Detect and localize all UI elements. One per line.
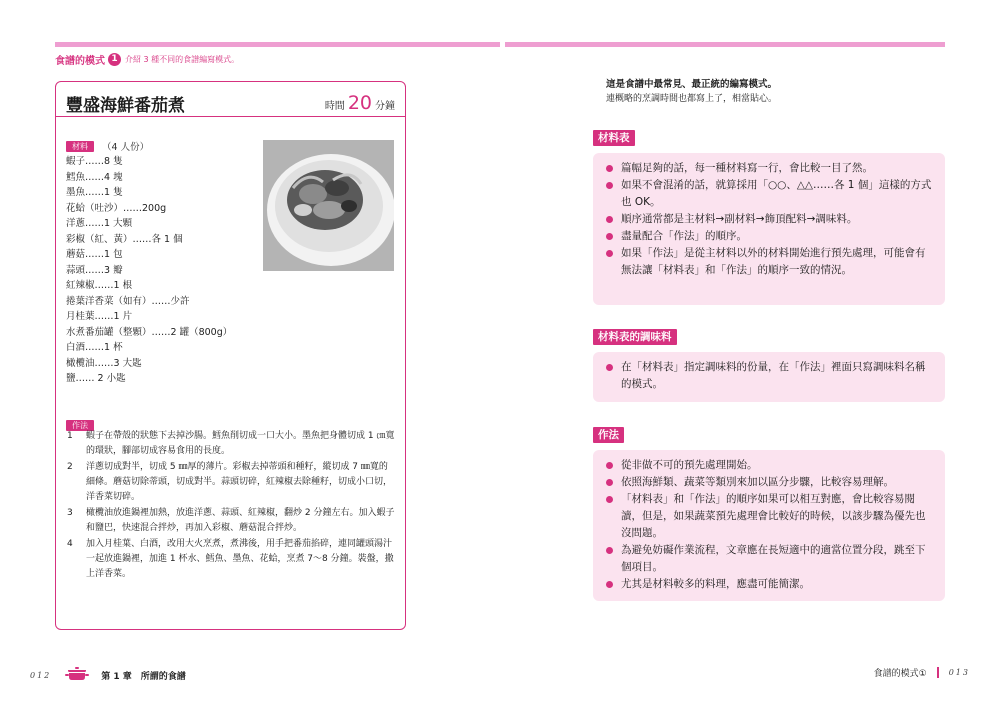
header-description: 介紹 3 種不同的食譜編寫模式。 xyxy=(125,54,240,64)
recipe-title: 豐盛海鮮番茄煮 xyxy=(66,96,185,116)
step-text: 加入月桂葉、白酒，改用大火烹煮，煮沸後，用手把番茄掐碎，連同罐頭湯汁一起放進鍋裡，加進 1 杯水、鱈魚、墨魚、花蛤，烹煮 7～8 分鐘。裝盤，撒上洋香菜。 xyxy=(86,539,394,579)
section-tag-seasonings: 材料表的調味料 xyxy=(593,329,677,345)
step-text: 蝦子在帶殼的狀態下去掉沙腸。鱈魚削切成一口大小。墨魚把身體切成 1 ㎝寬的環狀，腳部切成容易食用的長度。 xyxy=(86,431,395,456)
intro-lead: 這是食譜中最常見、最正統的編寫模式。 xyxy=(606,79,778,90)
step-number: 3 xyxy=(67,508,73,518)
ingredient-item: 蒜頭……3 瓣 xyxy=(66,264,123,276)
ingredient-item: 蝦子……8 隻 xyxy=(66,156,123,167)
bullet-item: 盡量配合「作法」的順序。 xyxy=(605,228,935,245)
section-list xyxy=(605,359,935,393)
step-text: 橄欖油放進鍋裡加熱，放進洋蔥、蒜頭、紅辣椒，翻炒 2 分鐘左右。加入蝦子和鹽巴，快速混合拌炒，再加入彩椒、蘑菇混合拌炒。 xyxy=(86,508,395,533)
section-title-footer: 食譜的模式① xyxy=(873,669,927,679)
section-box-seasonings xyxy=(593,352,945,402)
ingredient-item: 白酒……1 杯 xyxy=(66,342,123,353)
ingredient-item: 月桂葉……1 片 xyxy=(66,311,133,322)
intro-text xyxy=(606,78,777,106)
bullet-item: 依照海鮮類、蔬菜等類別來加以區分步驟，比較容易理解。 xyxy=(605,474,935,491)
bullet-item: 從非做不可的預先處理開始。 xyxy=(605,457,935,474)
time-value: 20 xyxy=(347,92,372,114)
ingredients-tag: 材料 xyxy=(66,141,94,152)
ingredient-item: 墨魚……1 隻 xyxy=(66,187,123,198)
servings: （4 人份） xyxy=(102,142,150,153)
section-tag-ingredients: 材料表 xyxy=(593,130,635,146)
step-item xyxy=(66,460,396,505)
seafood-dish-illustration xyxy=(263,140,394,271)
ingredients-heading xyxy=(66,139,149,153)
chapter-title: 第 1 章 所謂的食譜 xyxy=(101,672,186,682)
steps-tag: 作法 xyxy=(66,420,94,431)
section-box-method xyxy=(593,450,945,601)
step-text: 洋蔥切成對半，切成 5 ㎜厚的薄片。彩椒去掉蒂頭和種籽，縱切成 7 ㎜寬的細條。蘑菇切除蒂頭，切成對半。蒜頭切碎，紅辣椒去除種籽，切成小口切，洋香菜切碎。 xyxy=(86,462,393,502)
bullet-item: 在「材料表」指定調味料的份量，在「作法」裡面只寫調味料名稱的模式。 xyxy=(605,359,935,393)
footer-right xyxy=(874,666,970,679)
recipe-card xyxy=(55,81,406,630)
intro-sub: 連概略的烹調時間也都寫上了，相當貼心。 xyxy=(606,94,778,104)
section-list xyxy=(605,160,935,279)
time-unit: 分鐘 xyxy=(375,101,395,112)
step-number: 2 xyxy=(67,462,73,472)
section-list xyxy=(605,457,935,593)
step-number: 1 xyxy=(67,431,73,441)
ingredient-item: 洋蔥……1 大顆 xyxy=(66,218,133,229)
steps-list xyxy=(66,429,396,583)
left-page-number: 012 xyxy=(30,671,52,680)
bullet-item: 篇幅足夠的話，每一種材料寫一行，會比較一目了然。 xyxy=(605,160,935,177)
section-box-ingredients xyxy=(593,153,945,305)
top-rule-right xyxy=(505,42,945,47)
step-item xyxy=(66,429,396,459)
step-number: 4 xyxy=(67,539,73,549)
ingredient-item: 捲葉洋香菜（如有）……少許 xyxy=(66,295,190,307)
dish-photo xyxy=(263,140,394,271)
ingredient-item: 鱈魚……4 塊 xyxy=(66,171,123,183)
bullet-item: 順序通常都是主材料→副材料→飾頂配料→調味料。 xyxy=(605,211,935,228)
step-item xyxy=(66,506,396,536)
bullet-item: 為避免妨礙作業流程，文章應在長短適中的適當位置分段，跳至下個項目。 xyxy=(605,542,935,576)
ingredient-item: 水煮番茄罐（整顆）……2 罐（800g） xyxy=(66,326,233,338)
header-title: 食譜的模式 xyxy=(55,55,105,67)
footer-divider xyxy=(937,667,939,678)
pot-icon xyxy=(65,666,89,685)
ingredient-item: 蘑菇……1 包 xyxy=(66,249,123,260)
ingredient-item: 花蛤（吐沙）……200g xyxy=(66,202,167,214)
header-number-badge: 1 xyxy=(108,53,121,66)
ingredients-list xyxy=(66,154,232,387)
right-page-number: 013 xyxy=(948,668,970,677)
bullet-item: 「材料表」和「作法」的順序如果可以相互對應，會比較容易閱讀，但是，如果蔬菜預先處理會比較好的時候，以該步驟為優先也沒問題。 xyxy=(605,491,935,542)
bullet-item: 尤其是材料較多的料理，應盡可能簡潔。 xyxy=(605,576,935,593)
step-item xyxy=(66,537,396,582)
top-rule-left xyxy=(55,42,500,47)
page-header xyxy=(55,52,239,66)
footer-left xyxy=(30,666,186,685)
bullet-item: 如果「作法」是從主材料以外的材料開始進行預先處理，可能會有無法讓「材料表」和「作法」的順序一致的情況。 xyxy=(605,245,935,279)
time-label: 時間 xyxy=(324,101,345,112)
bullet-item: 如果不會混淆的話，就算採用「○○、△△……各 1 個」這樣的方式也 OK。 xyxy=(605,177,935,211)
ingredient-item: 彩椒（紅、黃）……各 1 個 xyxy=(66,233,183,245)
cooking-time xyxy=(325,92,395,114)
ingredient-item: 橄欖油……3 大匙 xyxy=(66,357,142,369)
ingredient-item: 鹽…… 2 小匙 xyxy=(66,373,126,384)
ingredient-item: 紅辣椒……1 根 xyxy=(66,280,133,291)
card-divider xyxy=(56,116,405,117)
section-tag-method: 作法 xyxy=(593,427,624,443)
